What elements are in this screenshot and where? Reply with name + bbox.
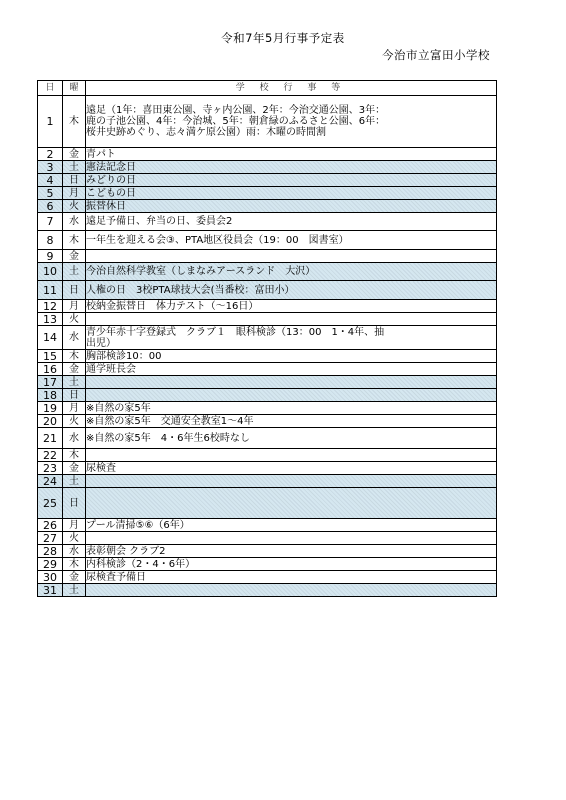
weekday-cell: 火 — [63, 200, 86, 213]
weekday-cell: 水 — [63, 428, 86, 449]
day-cell: 18 — [38, 389, 63, 402]
table-row — [38, 389, 497, 402]
weekday-cell: 金 — [63, 571, 86, 584]
table-row — [38, 200, 497, 213]
event-cell: 校納金振替日 体力テスト（～16日） — [86, 300, 497, 313]
day-cell: 30 — [38, 571, 63, 584]
table-row — [38, 96, 497, 148]
event-cell: 一年生を迎える会③、PTA地区役員会（19：00 図書室） — [86, 231, 497, 250]
table-row — [38, 545, 497, 558]
event-cell: 尿検査予備日 — [86, 571, 497, 584]
event-cell — [86, 488, 497, 519]
table-row — [38, 313, 497, 326]
weekday-cell: 火 — [63, 313, 86, 326]
day-cell: 23 — [38, 462, 63, 475]
weekday-cell: 土 — [63, 161, 86, 174]
table-row — [38, 363, 497, 376]
day-cell: 21 — [38, 428, 63, 449]
table-row — [38, 532, 497, 545]
day-cell: 13 — [38, 313, 63, 326]
day-cell: 29 — [38, 558, 63, 571]
day-cell: 31 — [38, 584, 63, 597]
table-row — [38, 519, 497, 532]
day-cell: 9 — [38, 250, 63, 263]
day-cell: 5 — [38, 187, 63, 200]
table-row — [38, 161, 497, 174]
event-cell: こどもの日 — [86, 187, 497, 200]
event-cell: 内科検診（2・4・6年） — [86, 558, 497, 571]
weekday-cell: 木 — [63, 350, 86, 363]
table-row — [38, 187, 497, 200]
table-row — [38, 449, 497, 462]
weekday-cell: 日 — [63, 174, 86, 187]
event-cell: 尿検査 — [86, 462, 497, 475]
event-cell: 憲法記念日 — [86, 161, 497, 174]
day-cell: 19 — [38, 402, 63, 415]
event-cell: 表彰朝会 クラブ2 — [86, 545, 497, 558]
weekday-cell: 土 — [63, 376, 86, 389]
weekday-cell: 火 — [63, 532, 86, 545]
weekday-cell: 金 — [63, 462, 86, 475]
day-cell: 16 — [38, 363, 63, 376]
table-row — [38, 415, 497, 428]
event-cell: 胸部検診10：00 — [86, 350, 497, 363]
weekday-cell: 月 — [63, 402, 86, 415]
event-cell: 通学班長会 — [86, 363, 497, 376]
table-row — [38, 402, 497, 415]
event-cell: プール清掃⑤⑥（6年） — [86, 519, 497, 532]
event-cell: 今治自然科学教室（しまなみアースランド 大沢） — [86, 263, 497, 281]
event-cell — [86, 376, 497, 389]
weekday-cell: 土 — [63, 263, 86, 281]
day-cell: 12 — [38, 300, 63, 313]
event-cell — [86, 313, 497, 326]
day-cell: 11 — [38, 281, 63, 300]
column-header-events: 学 校 行 事 等 — [86, 81, 497, 96]
table-row — [38, 281, 497, 300]
weekday-cell: 月 — [63, 300, 86, 313]
day-cell: 20 — [38, 415, 63, 428]
weekday-cell: 水 — [63, 213, 86, 231]
weekday-cell: 日 — [63, 281, 86, 300]
day-cell: 8 — [38, 231, 63, 250]
event-cell — [86, 250, 497, 263]
event-cell: 青パト — [86, 148, 497, 161]
weekday-cell: 火 — [63, 415, 86, 428]
day-cell: 2 — [38, 148, 63, 161]
weekday-cell: 木 — [63, 558, 86, 571]
event-cell — [86, 532, 497, 545]
table-row — [38, 148, 497, 161]
day-cell: 26 — [38, 519, 63, 532]
weekday-cell: 日 — [63, 389, 86, 402]
weekday-cell: 木 — [63, 96, 86, 148]
event-cell: みどりの日 — [86, 174, 497, 187]
table-row — [38, 300, 497, 313]
table-row — [38, 376, 497, 389]
table-row — [38, 350, 497, 363]
event-cell: ※自然の家5年 交通安全教室1～4年 — [86, 415, 497, 428]
table-row — [38, 250, 497, 263]
table-row — [38, 584, 497, 597]
table-row — [38, 428, 497, 449]
weekday-cell: 土 — [63, 584, 86, 597]
day-cell: 24 — [38, 475, 63, 488]
day-cell: 14 — [38, 326, 63, 350]
event-cell: 青少年赤十字登録式 クラブ１ 眼科検診（13：00 1・4年、抽 出児） — [86, 326, 497, 350]
weekday-cell: 土 — [63, 475, 86, 488]
day-cell: 10 — [38, 263, 63, 281]
table-row — [38, 231, 497, 250]
event-cell: 遠足予備日、弁当の日、委員会2 — [86, 213, 497, 231]
weekday-cell: 日 — [63, 488, 86, 519]
day-cell: 22 — [38, 449, 63, 462]
event-cell — [86, 389, 497, 402]
table-row — [38, 174, 497, 187]
event-cell — [86, 475, 497, 488]
event-cell: 遠足（1年：喜田東公園、寺ヶ内公園、2年：今治交通公園、3年： 鹿の子池公園、4年：今治城、5年：朝倉緑のふるさと公園、6年： 桜井史跡めぐり、志々満ケ原公園）雨：木曜の時間割 — [86, 96, 497, 148]
table-row — [38, 488, 497, 519]
column-header-weekday: 曜 — [63, 81, 86, 96]
day-cell: 6 — [38, 200, 63, 213]
weekday-cell: 木 — [63, 231, 86, 250]
event-cell — [86, 449, 497, 462]
weekday-cell: 月 — [63, 519, 86, 532]
event-cell: ※自然の家5年 4・6年生6校時なし — [86, 428, 497, 449]
weekday-cell: 水 — [63, 326, 86, 350]
day-cell: 15 — [38, 350, 63, 363]
table-row — [38, 263, 497, 281]
header-row — [38, 81, 497, 96]
schedule-body — [38, 96, 497, 597]
schedule-table — [37, 80, 497, 597]
event-cell: ※自然の家5年 — [86, 402, 497, 415]
page-title: 令和7年5月行事予定表 — [221, 31, 345, 45]
weekday-cell: 金 — [63, 363, 86, 376]
table-row — [38, 462, 497, 475]
day-cell: 25 — [38, 488, 63, 519]
day-cell: 27 — [38, 532, 63, 545]
day-cell: 17 — [38, 376, 63, 389]
event-cell: 人権の日 3校PTA球技大会(当番校：富田小） — [86, 281, 497, 300]
table-row — [38, 326, 497, 350]
day-cell: 7 — [38, 213, 63, 231]
event-cell — [86, 584, 497, 597]
table-row — [38, 571, 497, 584]
weekday-cell: 水 — [63, 545, 86, 558]
column-header-day: 日 — [38, 81, 63, 96]
school-name: 今治市立富田小学校 — [382, 48, 490, 62]
weekday-cell: 月 — [63, 187, 86, 200]
day-cell: 28 — [38, 545, 63, 558]
day-cell: 1 — [38, 96, 63, 148]
weekday-cell: 金 — [63, 250, 86, 263]
weekday-cell: 木 — [63, 449, 86, 462]
table-row — [38, 475, 497, 488]
day-cell: 3 — [38, 161, 63, 174]
event-cell: 振替休日 — [86, 200, 497, 213]
weekday-cell: 金 — [63, 148, 86, 161]
table-row — [38, 213, 497, 231]
table-row — [38, 558, 497, 571]
day-cell: 4 — [38, 174, 63, 187]
